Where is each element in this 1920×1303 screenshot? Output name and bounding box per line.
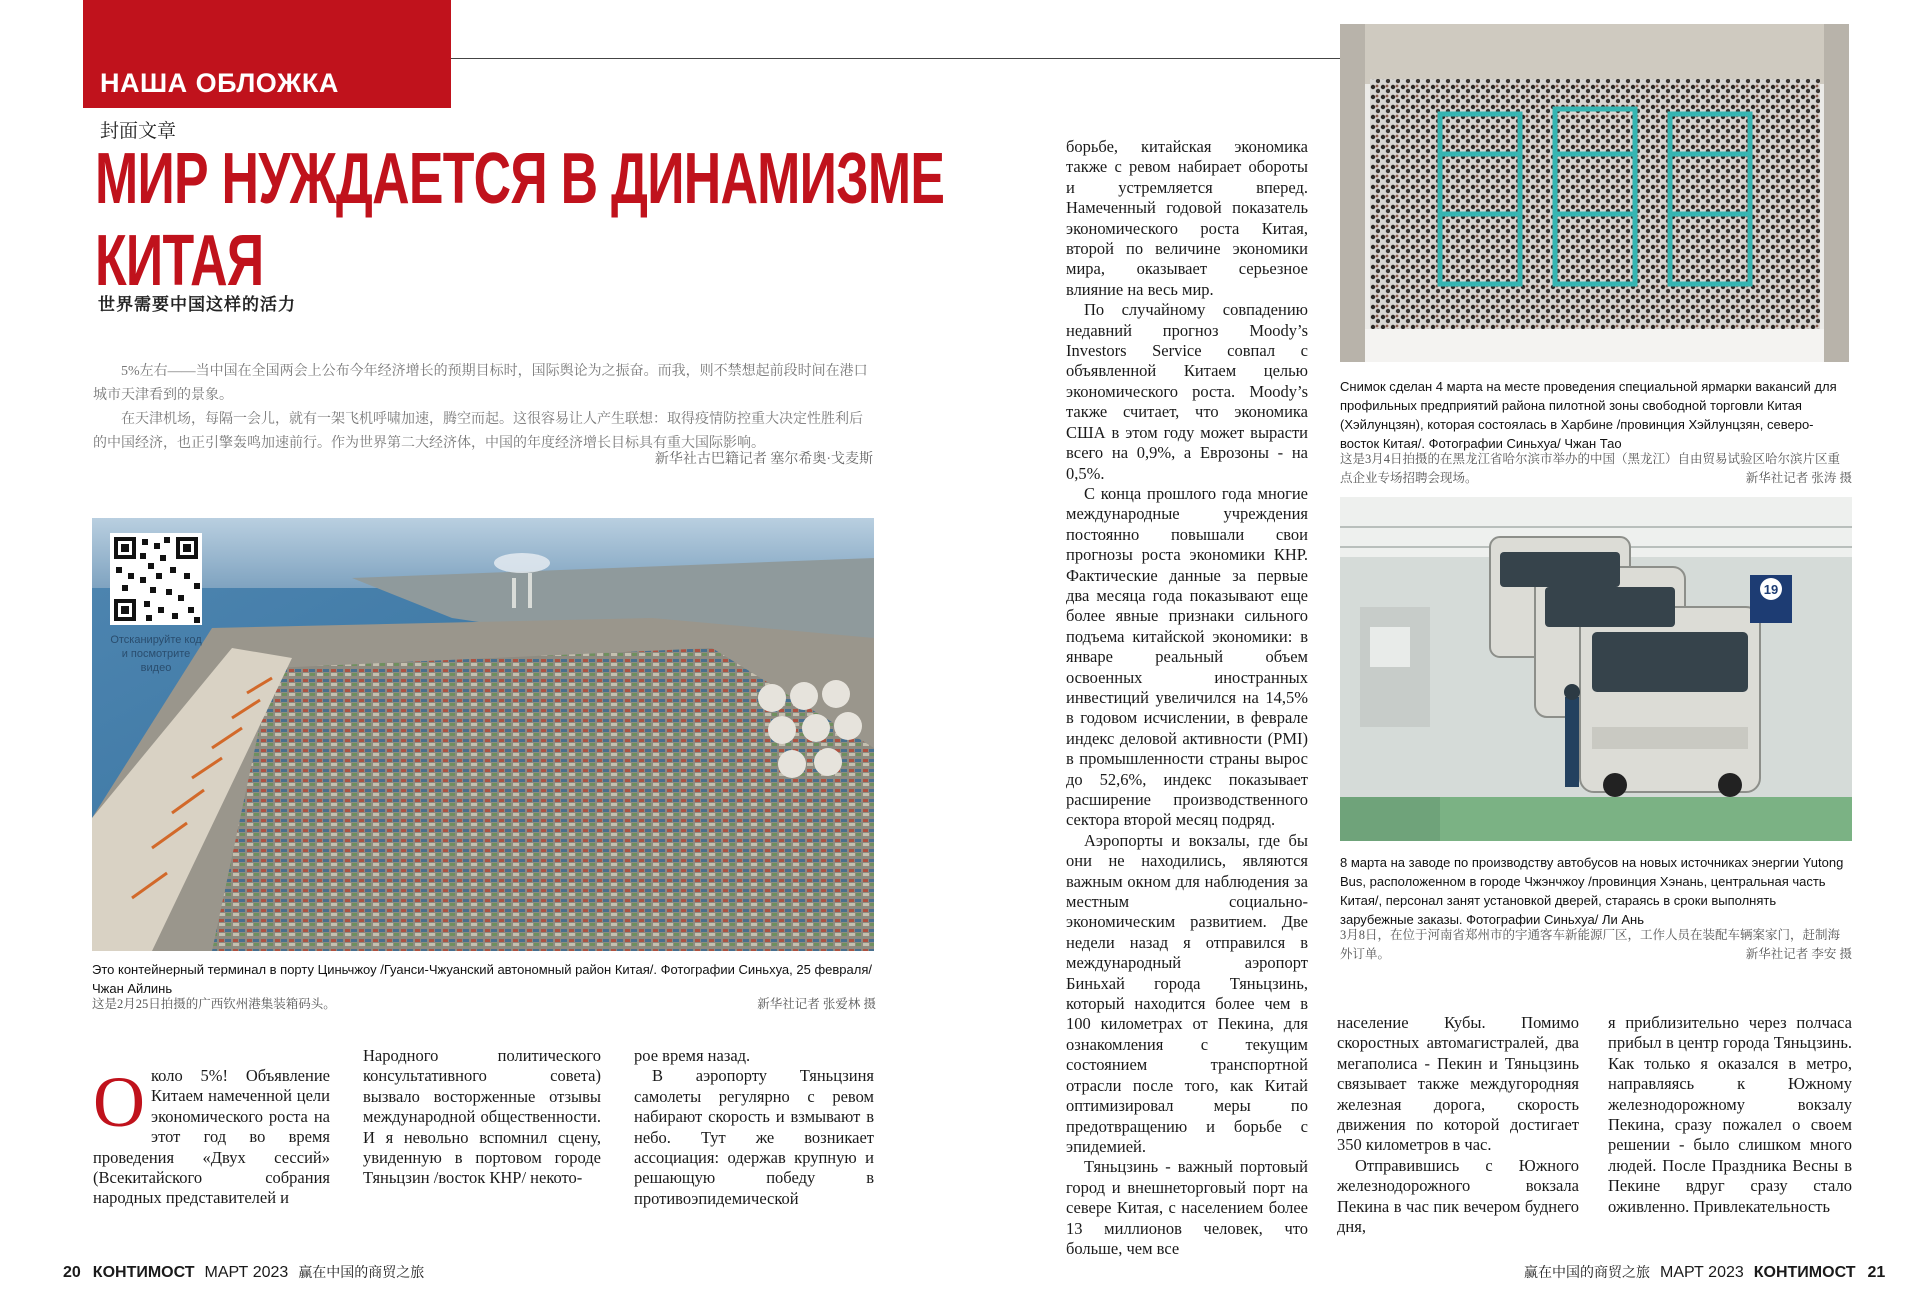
body-paragraph: Тяньцзинь - важный портовый город и внешнеторговый порт на севере Китая, с населением более 13 миллионов человек, что больше, чем все [1066, 1157, 1308, 1258]
port-photo-credit-cn: 新华社记者 张爱林 摄 [757, 997, 876, 1011]
right-issue-date: МАРТ 2023 [1660, 1264, 1744, 1281]
body-paragraph: Народного политического консультативного совета) вызвало восторженные отзывы международной общественности. И я невольно вспомнил сцену, увиденную в портовом городе Тяньцзин /восток КНР/ некото- [363, 1046, 601, 1188]
left-issue-date: МАРТ 2023 [204, 1264, 289, 1281]
right-footer [1524, 1262, 1885, 1282]
drop-cap: О [93, 1062, 145, 1142]
qr-code-icon [110, 533, 202, 625]
header-rule [451, 58, 1346, 59]
lead-cn [93, 360, 873, 456]
body-column-5 [1337, 1013, 1579, 1237]
body-paragraph: С конца прошлого года многие международные учреждения постоянно повышали свои прогнозы роста экономики КНР. Фактические данные за первые два месяца года показывают еще более явные признаки сильного подъема китайской экономики: в январе реальный объем освоенных иностранных инвестиций увеличился на 14,5% в годовом исчислении, в феврале индекс деловой активности (PMI) в промышленности страны вырос до 52,6%, индекс показывает расширение производственного сектора второй месяц подряд. [1066, 483, 1308, 830]
port-photo-caption-cn: 这是2月25日拍摄的广西钦州港集装箱码头。 [92, 997, 336, 1011]
body-paragraph: борьбе, китайская экономика также с ревом набирает обороты и устремляется вперед. Намеченный годовой показатель экономического роста Китая, второй по величине экономики мира, оказывает серьезное влияние на весь мир. [1066, 137, 1308, 299]
body-paragraph: Аэропорты и вокзалы, где бы они не находились, являются важным окном для наблюдения за местным социально-экономическим развитием. Две недели назад я отправился в международный аэропорт Биньхай города Тяньцзинь, который находится более чем в 100 километрах от Пекина, для ознакомления с текущим состоянием транспортной отрасли после того, как Китай оптимизировал меры по предотвращению и борьбе с эпидемией. [1066, 830, 1308, 1156]
job-fair-photo [1340, 24, 1849, 362]
lead-byline: 新华社古巴籍记者 塞尔希奥·戈麦斯 [654, 452, 873, 467]
section-label-cn: 封面文章 [100, 121, 177, 142]
job-fair-caption-cn: 这是3月4日拍摄的在黑龙江省哈尔滨市举办的中国（黑龙江）自由贸易试验区哈尔滨片区重点企业专场招聘会现场。 [1340, 452, 1841, 485]
body-column-6 [1608, 1013, 1852, 1217]
right-page-number: 21 [1867, 1264, 1886, 1281]
left-tagline-cn: 赢在中国的商贸之旅 [298, 1266, 425, 1281]
article-subtitle-cn: 世界需要中国这样的活力 [98, 295, 296, 314]
body-paragraph: я приблизительно через полчаса прибыл в центр города Тяньцзинь. Как только я оказался в метро, направляясь к Южному железнодорожному вокзалу Пекина, сразу пожалел о своем решении - было слишком много людей. После Праздника Весны в Пекине вдруг сразу стало оживленно. Привлекательность [1608, 1013, 1852, 1216]
qr-code[interactable] [110, 533, 202, 625]
qr-caption: Отсканируйте код и посмотрите видео [110, 634, 202, 674]
body-paragraph: население Кубы. Помимо скоростных автомагистралей, два мегаполиса - Пекин и Тяньцзинь связывает также междугородняя железная дорога, скорость движения по которой достигает 350 километров в час. [1337, 1013, 1579, 1155]
section-label: НАША ОБЛОЖКА [100, 68, 339, 98]
article-title-line1: МИР НУЖДАЕТСЯ В ДИНАМИЗМЕ [95, 139, 945, 219]
bus-factory-image [1340, 497, 1852, 841]
body-column-1 [93, 1062, 330, 1209]
right-tagline-cn: 赢在中国的商贸之旅 [1524, 1266, 1650, 1281]
job-fair-image [1340, 24, 1849, 362]
article-title [95, 138, 945, 302]
bus-factory-caption: 8 марта на заводе по производству автобусов на новых источниках энергии Yutong Bus, расположенном в городе Чжэнчжоу /провинция Хэнань, центральная часть Китая/, персонал занят установкой дверей, стараясь в сроки выполнять зарубежные заказы. Фотографии Синьхуа/ Ли Ань [1340, 855, 1844, 927]
port-aerial-image [92, 518, 874, 951]
job-fair-credit-cn: 新华社记者 张涛 摄 [1745, 471, 1852, 485]
body-column-2 [363, 1046, 601, 1189]
port-photo-caption: Это контейнерный терминал в порту Циньчжоу /Гуанси-Чжуанский автономный район Китая/. Фотографии Синьхуа, 25 февраля/ Чжан Айлинь [92, 962, 872, 996]
body-paragraph: Около 5%! Объявление Китаем намеченной цели экономического роста на этот год во время проведения «Двух сессий» (Всекитайского собрания народных представителей и [93, 1062, 330, 1208]
body-paragraph: Отправившись с Южного железнодорожного вокзала Пекина в час пик вечером буднего дня, [1337, 1155, 1579, 1237]
body-column-3 [634, 1046, 874, 1209]
left-page-number: 20 [63, 1264, 81, 1281]
lead-cn-paragraph: 在天津机场，每隔一会儿，就有一架飞机呼啸加速，腾空而起。这很容易让人产生联想：取得疫情防控重大决定性胜利后的中国经济，也正引擎轰鸣加速前行。作为世界第二大经济体，中国的年度经济增长目标具有重大国际影响。 [93, 412, 863, 451]
left-footer [63, 1262, 424, 1282]
body-column-4 [1066, 137, 1308, 1259]
bus-factory-photo [1340, 497, 1852, 841]
job-fair-caption: Снимок сделан 4 марта на месте проведения специальной ярмарки вакансий для профильных предприятий района пилотной зоны свободной торговли Китая (Хэйлунцзян), которая состоялась в Харбине /провинция Хэйлунцзян, северо-восток Китая/. Фотографии Синьхуа/ Чжан Тао [1340, 379, 1837, 451]
port-photo [92, 518, 874, 951]
bus-factory-caption-cn: 3月8日，在位于河南省郑州市的宇通客车新能源厂区，工作人员在装配车辆案家门，赶制海外订单。 [1340, 928, 1841, 961]
right-magazine-name: КОНТИМОСТ [1753, 1264, 1856, 1281]
article-title-line2: КИТАЯ [95, 221, 264, 301]
lead-cn-paragraph: 5%左右——当中国在全国两会上公布今年经济增长的预期目标时，国际舆论为之振奋。而我，则不禁想起前段时间在港口城市天津看到的景象。 [93, 364, 868, 403]
body-paragraph: рое время назад. [634, 1046, 751, 1065]
bus-factory-credit-cn: 新华社记者 李安 摄 [1745, 947, 1852, 961]
left-magazine-name: КОНТИМОСТ [92, 1264, 195, 1281]
body-paragraph: По случайному совпадению недавний прогноз Moody’s Investors Service совпал с объявленной Китаем целью экономического роста. Moody’s также считает, что экономика США в этом году может вырасти всего на 0,9%, а Еврозоны - на 0,5%. [1066, 300, 1308, 483]
body-paragraph: В аэропорту Тяньцзиня самолеты регулярно с ревом набирают скорость и взмывают в небо. Тут же возникает ассоциация: одержав крупную и решающую победу в противоэпидемической [634, 1066, 874, 1208]
station-sign-number: 19 [1763, 582, 1779, 597]
